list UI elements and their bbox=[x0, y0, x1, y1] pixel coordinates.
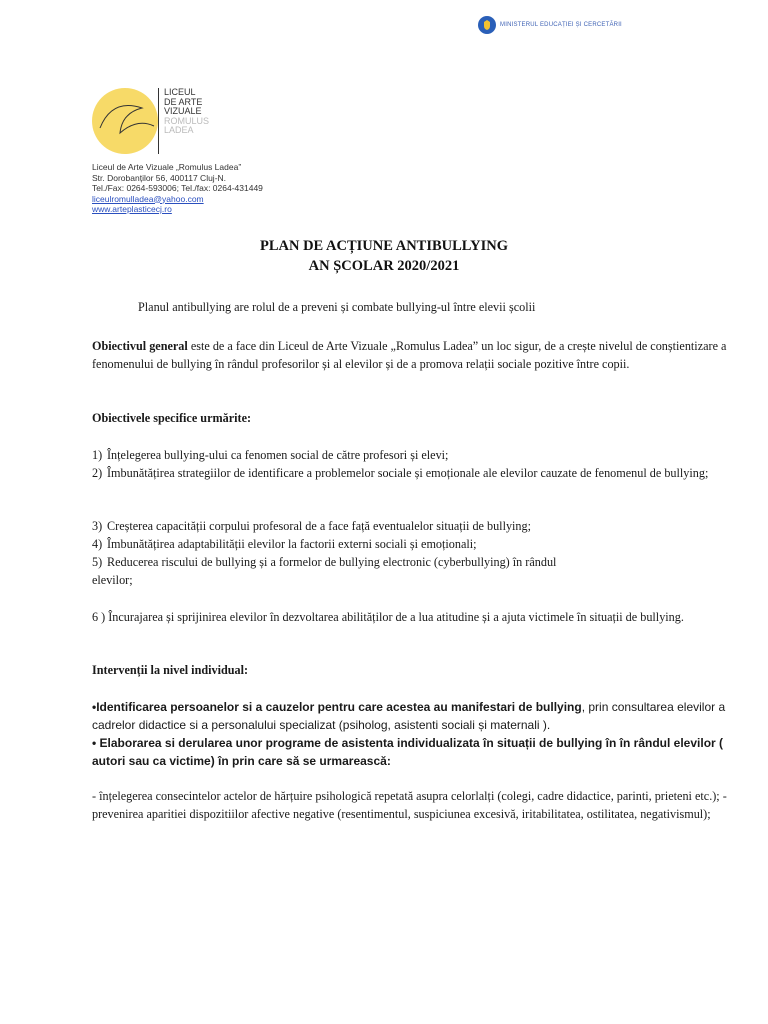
item-text: Reducerea riscului de bullying și a formelor de bullying electronic (cyberbullying) în rândul bbox=[107, 555, 557, 569]
school-phone: Tel./Fax: 0264-593006; Tel./fax: 0264-431449 bbox=[92, 183, 263, 193]
intervention-detail-paragraph: - înțelegerea consecintelor actelor de hărțuire psihologică repetată asupra celorlalți (colegi, cadre didactice, parinti, prieteni etc.); - prevenirea aparitiei dispozitiilor afective negative (resentimentul, suspiciunea excesivă, iritabilitatea, ostilitatea, negativismul); bbox=[92, 789, 727, 821]
objective-text: este de a face din Liceul de Arte Vizuale „Romulus Ladea” un loc sigur, de a crește nivelul de conștientizare a fenomenului de bullying în rândul profesorilor și al elevilor și de a promova relații sociale pozitive între copii. bbox=[92, 339, 727, 371]
list-item bbox=[92, 464, 757, 482]
intervention-item bbox=[92, 698, 757, 734]
logo-text bbox=[164, 88, 209, 136]
item-number: 5) bbox=[92, 555, 103, 569]
item-text: Înțelegerea bullying-ului ca fenomen social de către profesori și elevi; bbox=[107, 448, 449, 462]
logo-line: LADEA bbox=[164, 125, 194, 135]
list-item bbox=[92, 608, 757, 626]
specific-objectives-list bbox=[92, 608, 757, 626]
ministry-header bbox=[478, 16, 622, 34]
document-title bbox=[0, 236, 768, 276]
school-address: Str. Dorobanților 56, 400117 Cluj-N. bbox=[92, 172, 227, 183]
item-text: Îmbunătățirea strategiilor de identificare a problemelor sociale și emoționale ale elevilor cauzate de fenomenul de bullying; bbox=[107, 466, 709, 480]
logo-swirl-icon bbox=[92, 88, 158, 154]
general-objective-paragraph bbox=[92, 337, 757, 373]
specific-objectives-list bbox=[92, 446, 757, 482]
item-number: 4) bbox=[92, 537, 103, 551]
list-item bbox=[92, 446, 757, 464]
intervention-text: , prin consultarea elevilor a cadrelor didactice si a personalului specializat (psiholog, asistenti sociali și maternali ). bbox=[92, 700, 726, 732]
item-number: 6 ) bbox=[92, 610, 106, 624]
objective-label: Obiectivul general bbox=[92, 339, 188, 353]
email-link[interactable]: liceulromulladea@yahoo.com bbox=[92, 193, 204, 204]
logo-divider bbox=[158, 88, 159, 154]
item-number: 2) bbox=[92, 466, 103, 480]
list-item-continued: elevilor; bbox=[92, 573, 133, 587]
specific-objectives-heading: Obiectivele specifice urmărite: bbox=[92, 411, 252, 425]
title-line: AN ȘCOLAR 2020/2021 bbox=[308, 258, 460, 274]
school-name: Liceul de Arte Vizuale „Romulus Ladea” bbox=[92, 162, 242, 172]
intervention-bold: • Elaborarea si derularea unor programe de asistenta individualizata în situații de bullying în în rândul elevilor ( autori sau ca victime) în prin care să se urmarească: bbox=[92, 736, 724, 768]
list-item bbox=[92, 553, 757, 571]
item-text: Încurajarea și sprijinirea elevilor în dezvoltarea abilităților de a lua atitudine și a ajuta victimele în situații de bullying. bbox=[108, 610, 684, 624]
logo-line: VIZUALE bbox=[164, 106, 202, 116]
contact-block bbox=[92, 162, 263, 215]
interventions-heading: Intervenții la nivel individual: bbox=[92, 663, 249, 677]
website-link[interactable]: www.arteplasticecj.ro bbox=[92, 204, 172, 214]
intervention-bold: •Identificarea persoanelor si a cauzelor pentru care acestea au manifestari de bullying bbox=[92, 700, 582, 714]
title-line: PLAN DE ACȚIUNE ANTIBULLYING bbox=[259, 238, 509, 254]
intro-paragraph: Planul antibullying are rolul de a preveni și combate bullying-ul între elevii școlii bbox=[138, 300, 536, 314]
ministry-crest-icon bbox=[478, 16, 496, 34]
item-text: Îmbunătățirea adaptabilității elevilor la factorii externi sociali și emoționali; bbox=[107, 537, 477, 551]
ministry-label: MINISTERUL EDUCAȚIEI ȘI CERCETĂRII bbox=[500, 22, 622, 28]
logo-line: DE ARTE bbox=[164, 96, 203, 107]
logo-line: ROMULUS bbox=[164, 115, 210, 126]
item-text: Creșterea capacității corpului profesoral de a face față eventualelor situații de bullying; bbox=[107, 519, 532, 533]
item-number: 1) bbox=[92, 448, 103, 462]
item-number: 3) bbox=[92, 519, 103, 533]
list-item bbox=[92, 517, 757, 535]
list-item bbox=[92, 535, 757, 553]
school-logo bbox=[92, 88, 232, 158]
specific-objectives-list bbox=[92, 517, 757, 589]
logo-line: LICEUL bbox=[164, 87, 196, 97]
intervention-item bbox=[92, 734, 757, 770]
